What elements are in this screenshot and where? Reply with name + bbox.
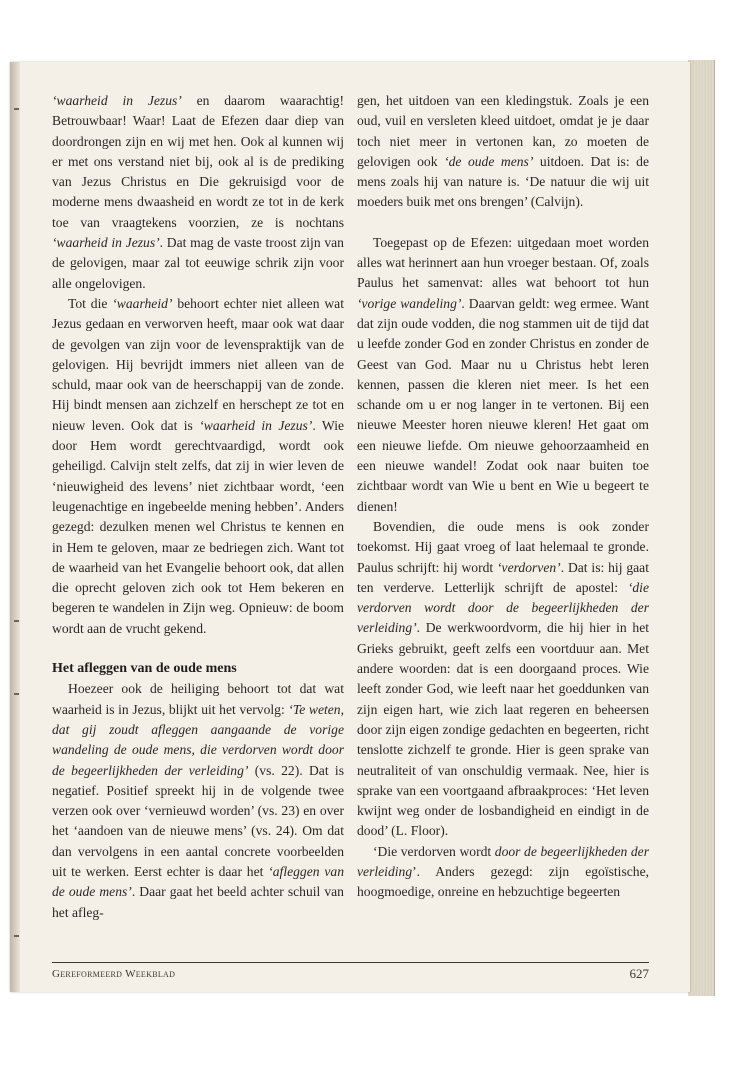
text-run: Tot die — [68, 295, 113, 311]
text-run: . Daar gaat het beeld achter schuil van het afleg- — [52, 884, 344, 920]
paragraph-gap — [357, 213, 649, 233]
text-run: en daarom waarachtig! Betrouwbaar! Waar! Laat de Efezen daar diep van doordrongen zijn en wij met hen. Ook al kunnen wij er met ons verstand niet bij, ook al is de prediking van Jezus Christus en Die gekruisigd voor de moderne mens dwaasheid en wordt ze tot in de kerk toe van vraagtekens voorzien, ze is nochtans — [52, 93, 344, 230]
text-run: . Wie door Hem wordt gerechtvaardigd, wordt ook geheiligd. Calvijn stelt zelfs, dat zij in wier leven de ‘nieuwigheid des levens’ niet zichtbaar wordt, ‘een leugenachtige en ingebeelde mening hebben’. Anders gezegd: dezulken menen wel Christus te kennen en in Hem te geloven, maar ze bedriegen zich. Want tot de waarheid van het Evangelie behoort ook, dat allen die oprecht geloven zich ook tot Hem bekeren en begeren te wandelen in Zijn weg. Opnieuw: de boom wordt aan de vrucht gekend. — [52, 417, 345, 636]
text-run: Hoezeer ook de heiliging behoort tot dat wat waarheid is in Jezus, blijkt uit het vervolg: — [52, 681, 344, 717]
emphasis-text: ‘die verdorven wordt door de begeerlijkheden der verleiding’ — [357, 579, 649, 636]
paragraph — [52, 91, 344, 294]
text-run: Bovendien, die oude mens is ook zonder toekomst. Hij gaat vroeg of laat helemaal te gronde. Paulus schrijft: hij wordt — [357, 518, 649, 575]
text-run: uitdoen. Dat is: de mens zoals hij van nature is. ‘De natuur die wij uit moeders buik met ons brengen’ (Calvijn). — [357, 153, 649, 210]
emphasis-text: ‘waarheid in Jezus’ — [52, 93, 182, 108]
paragraph — [52, 294, 344, 639]
page-binding-shadow — [10, 62, 20, 992]
publication-name: Gereformeerd Weekblad — [52, 968, 176, 980]
paragraph — [357, 91, 649, 213]
text-run: . Dat mag de vaste troost zijn van de gelovigen, maar zal tot eeuwige schrik zijn voor alle ongelovigen. — [52, 235, 344, 291]
paragraph — [357, 842, 649, 903]
emphasis-text: ‘waarheid in Jezus’ — [199, 417, 313, 433]
right-column — [357, 91, 649, 903]
emphasis-text: ‘afleggen van de oude mens’ — [52, 863, 344, 900]
text-run: Toegepast op de Efezen: uitgedaan moet worden alles wat herinnert aan hun vroeger bestaan. Of, zoals Paulus het samenvat: alles wat behoort tot hun — [357, 234, 649, 291]
page-stack-edge — [688, 60, 715, 996]
text-run: . De werkwoordvorm, die hij hier in het Grieks gebruikt, geeft zelfs een voortduur aan. Met andere woorden: dat is een doorgaand proces. Wie leeft zonder God, wie leeft naar het goeddunken van zijn eigen hart, wie zich laat regeren en beheersen door zijn eigen zondige gedachten en begeerten, richt tenslotte zichzelf te gronde. Hier is geen sprake van neutraliteit of van onschuldig vermaak. Nee, hier is sprake van een voortgaand afbraakproces: ‘Het leven kwijnt weg onder de losbandigheid en eindigt in de dood’ (L. Floor). — [357, 620, 649, 839]
left-column — [52, 91, 344, 923]
text-run: (vs. 22). Dat is negatief. Positief spreekt hij in de volgende twee verzen ook over ‘vernieuwd worden’ (vs. 23) en over het ‘aandoen van de nieuwe mens’ (vs. 24). Om dat dan vervolgens in een aantal concrete voorbeelden uit te werken. Eerst echter is daar het — [52, 762, 345, 879]
paragraph-gap — [52, 639, 344, 659]
emphasis-text: ‘verdorven’ — [497, 559, 561, 575]
text-run: ’. Anders gezegd: zijn egoïstische, hoogmoedige, onreine en hebzuchtige begeerten — [357, 863, 649, 900]
paragraph — [357, 517, 649, 842]
margin-mark — [14, 935, 19, 937]
text-run: gen, het uitdoen van een kledingstuk. Zoals je een oud, vuil en versleten kleed uitdoet, omdat je je daar toch niet meer in vertonen kan, zo moeten de gelovigen ook — [357, 93, 649, 169]
emphasis-text: ‘vorige wandeling’ — [357, 295, 462, 311]
text-run: ‘Die verdorven wordt — [373, 843, 495, 859]
text-run: behoort echter niet alleen wat Jezus gedaan en verworven heeft, maar ook wat daar de gevolgen van zijn voor de levenspraktijk van de gelovigen. Hij bevrijdt immers niet alleen van de schuld, maar ook van de heerschappij van de zonde. Hij bindt mensen aan zichzelf en herschept ze tot en nieuw leven. Ook dat is — [52, 295, 344, 433]
emphasis-text: ‘waarheid in Jezus’ — [52, 235, 160, 251]
emphasis-text: ‘de oude mens’ — [444, 153, 534, 169]
section-heading: Het afleggen van de oude mens — [52, 661, 237, 677]
paragraph — [52, 679, 344, 923]
text-run: . Dat is: hij gaat ten verderve. Letterlijk schrijft de apostel: — [357, 559, 649, 595]
margin-mark — [14, 693, 19, 695]
margin-mark — [14, 108, 19, 110]
paragraph — [357, 233, 649, 517]
text-run: . Daarvan geldt: weg ermee. Want dat zijn oude vodden, die nog stammen uit de tijd dat u leefde zonder God en zonder Christus en zonder de Geest van God. Maar nu u Christus hebt leren kennen, passen die kleren niet meer. Is het een schande om u er nog langer in te vertonen. Bij een nieuwe Meester horen nieuwe kleren! Het gaat om een nieuwe liefde. Om nieuwe gehoorzaamheid en een nieuwe wandel! Zodat ook naar buiten toe zichtbaar wordt van Wie u bent en Wie u begeert te dienen! — [357, 295, 649, 514]
footer-rule — [52, 962, 649, 963]
emphasis-text: ‘Te weten, dat gij zoudt afleggen aangaande de vorige wandeling de oude mens, die verdorven wordt door de begeerlijkheden der verleiding’ — [52, 701, 344, 778]
page-number: 627 — [629, 966, 649, 981]
emphasis-text: ‘waarheid’ — [112, 295, 173, 311]
emphasis-text: door de begeerlijkheden der verleiding — [357, 843, 649, 879]
margin-mark — [14, 620, 19, 622]
